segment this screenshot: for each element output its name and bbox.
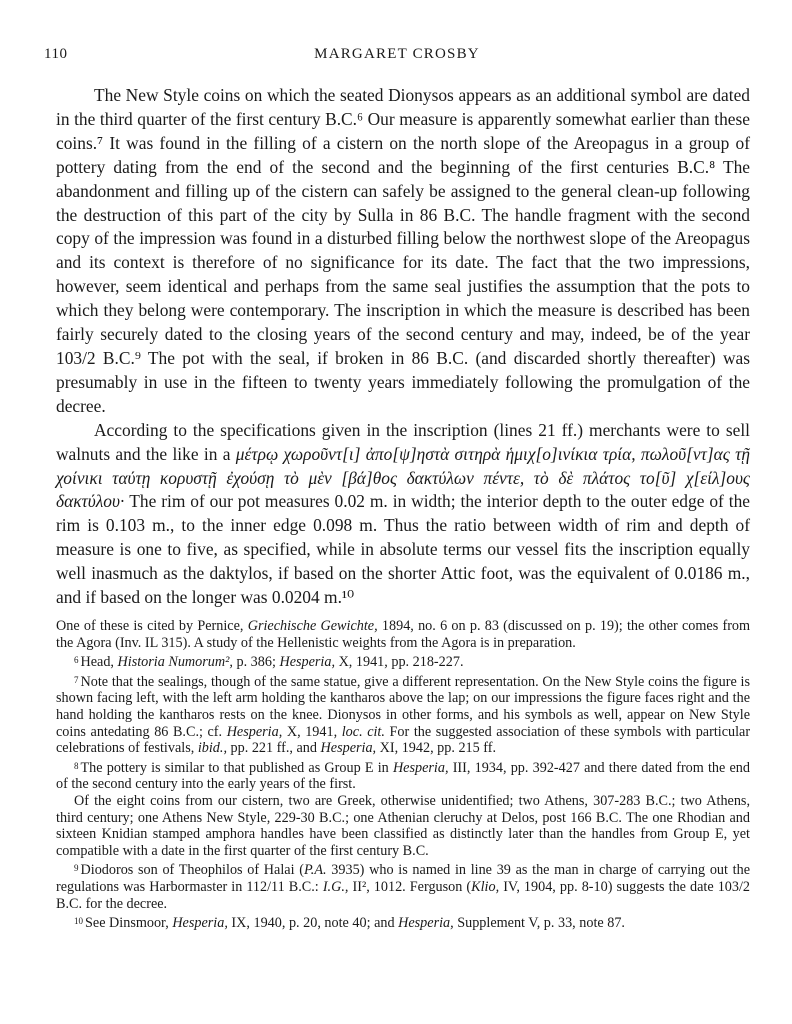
paragraph-2-intro: According to the specifications given in the inscription (lines 21 ff.) merchants were to sell walnuts and the like in a bbox=[56, 419, 750, 464]
footnote-text: II², 1012. Ferguson ( bbox=[352, 878, 472, 895]
citation-title: Hesperia, bbox=[320, 740, 377, 757]
page-header bbox=[44, 46, 750, 70]
footnote-text: X, 1941, pp. 218-227. bbox=[338, 654, 464, 671]
citation-title: Hesperia, bbox=[398, 915, 454, 932]
footnote-text: pp. 221 ff., and bbox=[230, 740, 317, 757]
footnote-text: Head, bbox=[80, 654, 114, 671]
footnote-text: One of these is cited by Pernice, bbox=[56, 618, 244, 634]
running-head: MARGARET CROSBY bbox=[314, 46, 480, 62]
greek-quotation: μέτρῳ χωροῦντ[ι] ἀπο[ψ]ηστὰ σιτηρὰ ἡμιχ[ο]ινίκια τρία, πωλοῦ[ντ]ας τῇ χοίνικι ταύτῃ κορυστῇ ἐχούσῃ τὸ μὲν [βά]θος δακτύλων πέντε, τὸ δὲ πλάτος το[ῦ] χ[είλ]ους δακτύλου· bbox=[56, 443, 750, 512]
footnote-5-continuation bbox=[56, 618, 750, 651]
footnotes bbox=[56, 618, 750, 932]
page-number: 110 bbox=[44, 46, 68, 62]
citation-title: I.G., bbox=[322, 878, 349, 895]
footnote-9 bbox=[56, 860, 750, 912]
footnote-number: 10 bbox=[74, 916, 83, 927]
citation-title: Hesperia, bbox=[392, 759, 449, 776]
footnote-10 bbox=[56, 913, 750, 932]
citation-title: Griechische Gewichte, bbox=[247, 618, 378, 634]
footnote-text: XI, 1942, pp. 215 ff. bbox=[379, 740, 497, 757]
footnote-text: Note that the sealings, though of the same statue, give a different representation. On the New Style coins the figure is shown facing left, with the left arm holding the kantharos above the lap; on our impressions the figure faces right and the hand holding the kantharos rests on the knee. Dionysos in other forms, and his symbols as well, appear on New Style coins antedating 86 B.C.; cf. bbox=[56, 673, 750, 740]
footnote-text: Diodoros son of Theophilos of Halai ( bbox=[80, 862, 304, 879]
footnote-text: IX, 1940, p. 20, note 40; and bbox=[231, 915, 395, 932]
body-text bbox=[56, 84, 750, 610]
footnote-7 bbox=[56, 672, 750, 757]
footnote-number: 9 bbox=[74, 863, 79, 874]
body-paragraph-2 bbox=[56, 419, 750, 610]
citation-title: Hesperia, bbox=[279, 654, 336, 671]
citation-title: ibid., bbox=[197, 740, 227, 757]
paragraph-2-rest: The rim of our pot measures 0.02 m. in width; the interior depth to the outer edge of the rim is 0.103 m., to the inner edge 0.098 m. Thus the ratio between width of rim and depth of measure is one to five, as specified, while in absolute terms our vessel fits the inscription equally well inasmuch as the daktylos, if based on the shorter Attic foot, was the equivalent of 0.0186 m., and if based on the longer was 0.0204 m.¹⁰ bbox=[56, 491, 750, 608]
citation-title: Historia Numorum², bbox=[117, 654, 233, 671]
footnote-text: 1894, no. 6 on p. 83 (discussed on p. 19); the other comes from the Agora (Inv. IL 315). A study of the Hellenistic weights from the Agora is in preparation. bbox=[56, 618, 751, 651]
footnote-8 bbox=[56, 758, 750, 793]
footnote-text: See Dinsmoor, bbox=[85, 915, 169, 932]
body-paragraph-1: The New Style coins on which the seated Dionysos appears as an additional symbol are dated in the third quarter of the first century B.C.⁶ Our measure is apparently somewhat earlier than these coins.⁷ It was found in the filling of a cistern on the north slope of the Areopagus in a group of pottery dating from the end of the second and the beginning of the first centuries B.C.⁸ The abandonment and filling up of the cistern can safely be assigned to the general clean-up following the destruction of this part of the city by Sulla in 86 B.C. The handle fragment with the second copy of the impression was found in a disturbed filling below the northwest slope of the Areopagus and its context is therefore of no significance for its date. The fact that the two impressions, however, seem identical and perhaps from the same seal justifies the assumption that the pots to which they belong were contemporary. The inscription in which the measure is described has been fairly securely dated to the closing years of the second century and may, indeed, be of the year 103/2 B.C.⁹ The pot with the seal, if broken in 86 B.C. (and discarded shortly thereafter) was presumably in use in the fifteen to twenty years immediately following the promulgation of the decree. bbox=[56, 85, 750, 416]
footnote-number: 6 bbox=[74, 655, 79, 666]
footnote-text: The pottery is similar to that published as Group E in bbox=[80, 759, 389, 776]
footnote-8-paragraph-2: Of the eight coins from our cistern, two are Greek, otherwise unidentified; two Athens, 307-283 B.C.; two Athens, third century; one Athens New Style, 229-30 B.C.; one Athenian cleruchy at Delos, post 166 B.C. The one Rhodian and sixteen Knidian stamped amphora handles have been classified as distinctly later than the handles from Group E, yet compatible with a date in the first quarter of the first century B.C. bbox=[56, 792, 750, 859]
footnote-number: 8 bbox=[74, 760, 79, 771]
citation-title: loc. cit. bbox=[341, 723, 385, 740]
footnote-text: Supplement V, p. 33, note 87. bbox=[457, 915, 625, 932]
citation-title: Hesperia, bbox=[226, 723, 283, 740]
citation-title: Klio, bbox=[471, 878, 500, 895]
footnote-text: For the suggested association of these symbols with particular celebrations of festivals, bbox=[56, 723, 751, 757]
citation-title: P.A. bbox=[303, 862, 327, 879]
footnote-text: p. 386; bbox=[236, 654, 276, 671]
footnote-text: IV, 1904, pp. 8-10) suggests the date 103/2 B.C. for the decree. bbox=[56, 878, 751, 912]
footnote-text: 3935) who is named in line 39 as the man in charge of carrying out the regulations was Harbormaster in 112/11 B.C.: bbox=[56, 862, 750, 895]
footnote-number: 7 bbox=[74, 674, 79, 685]
citation-title: Hesperia, bbox=[172, 915, 228, 932]
footnote-text: X, 1941, bbox=[286, 723, 338, 740]
footnote-text: III, 1934, pp. 392-427 and there dated from the end of the second century into the early years of the first. bbox=[56, 759, 750, 793]
footnote-6 bbox=[56, 652, 750, 671]
